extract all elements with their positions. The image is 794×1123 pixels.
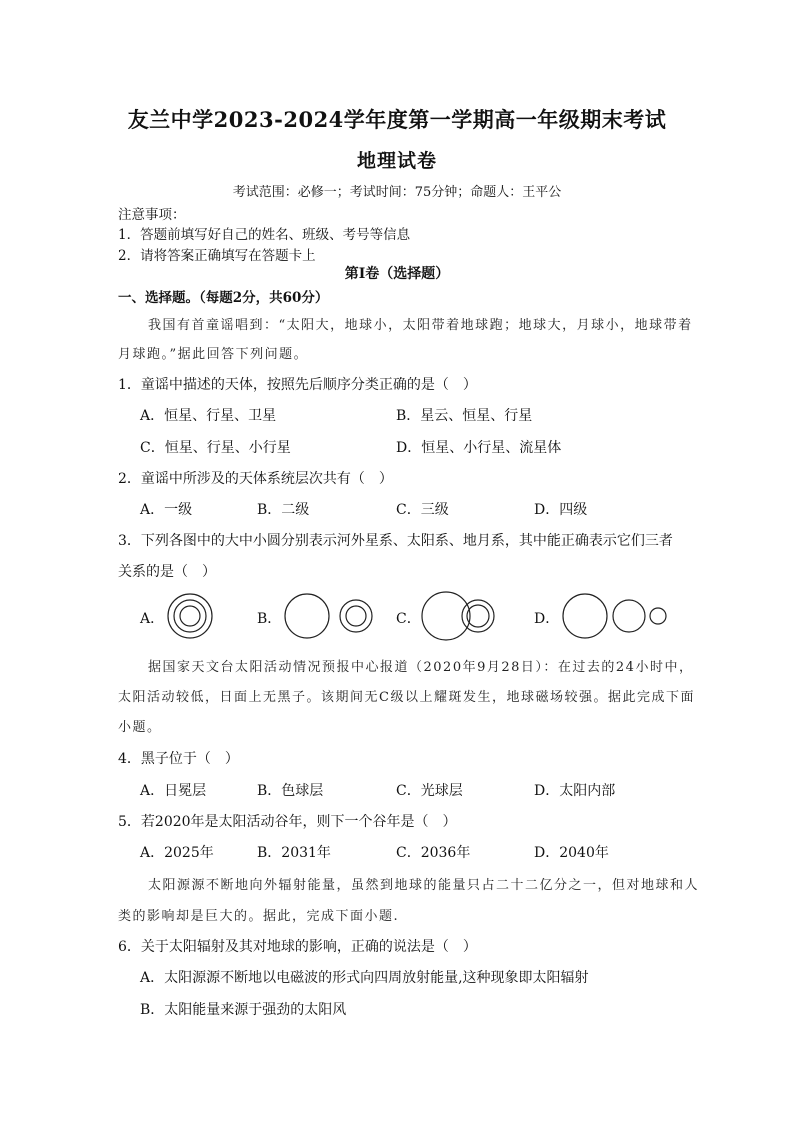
part-title: 一、选择题。（每题2分，共60分） — [118, 290, 329, 306]
question-6-option-a: A．太阳源源不断地以电磁波的形式向四周放射能量,这种现象即太阳辐射 — [140, 970, 589, 986]
question-5-option-b: B．2031年 — [257, 845, 331, 861]
question-2-option-d: D．四级 — [534, 502, 588, 518]
question-6-option-b: B．太阳能量来源于强劲的太阳风 — [140, 1002, 347, 1018]
exam-title: 友兰中学2023-2024学年度第一学期高一年级期末考试 — [127, 107, 667, 132]
passage-2-line-1: 据国家天文台太阳活动情况预报中心报道（2020年9月28日）：在过去的24小时中， — [148, 660, 694, 675]
question-1-option-b: B．星云、恒星、行星 — [396, 408, 533, 424]
circles-diagram-a — [160, 588, 220, 648]
question-1-option-c: C．恒星、行星、小行星 — [140, 440, 291, 456]
section-title: 第Ⅰ卷（选择题） — [344, 266, 450, 282]
exam-subject: 地理试卷 — [356, 150, 437, 172]
question-4-option-b: B．色球层 — [257, 783, 324, 799]
circle-large — [563, 594, 607, 638]
circle-large — [285, 594, 329, 638]
passage-2-line-2: 太阳活动较低，日面上无黑子。该期间无C级以上耀斑发生，地球磁场较强。据此完成下面 — [118, 690, 695, 705]
question-4-option-d: D．太阳内部 — [534, 783, 616, 799]
question-2-stem: 2．童谣中所涉及的天体系统层次共有（ ） — [118, 471, 393, 487]
question-5-option-c: C．2036年 — [396, 845, 471, 861]
passage-1-line-1: 我国有首童谣唱到：“太阳大，地球小，太阳带着地球跑；地球大，月球小，地球带着 — [148, 318, 693, 333]
question-1-option-a: A．恒星、行星、卫星 — [140, 408, 277, 424]
circle-small — [180, 606, 200, 626]
question-3-option-a: A． — [140, 611, 165, 627]
question-3-option-b: B． — [257, 611, 282, 627]
circles-diagram-c — [418, 588, 508, 648]
question-4-option-c: C．光球层 — [396, 783, 463, 799]
circle-medium — [340, 600, 372, 632]
question-2-option-c: C．三级 — [396, 502, 449, 518]
notes-item-2: 2．请将答案正确填写在答题卡上 — [118, 248, 316, 264]
question-3-option-d: D． — [534, 611, 560, 627]
notes-item-1: 1．答题前填写好自己的姓名、班级、考号等信息 — [118, 227, 411, 243]
circle-large — [422, 592, 470, 640]
question-1-stem: 1．童谣中描述的天体，按照先后顺序分类正确的是（ ） — [118, 377, 477, 393]
passage-3-line-1: 太阳源源不断地向外辐射能量，虽然到地球的能量只占二十二亿分之一，但对地球和人 — [148, 878, 700, 893]
question-3-stem-line-2: 关系的是（ ） — [118, 564, 216, 580]
circle-medium — [613, 600, 645, 632]
question-2-option-b: B．二级 — [257, 502, 310, 518]
question-3-option-c: C． — [396, 611, 421, 627]
question-4-stem: 4．黑子位于（ ） — [118, 751, 239, 767]
passage-1-line-2: 月球跑。”据此回答下列问题。 — [118, 347, 309, 362]
question-1-option-d: D．恒星、小行星、流星体 — [396, 440, 562, 456]
question-5-option-d: D．2040年 — [534, 845, 609, 861]
question-6-stem: 6．关于太阳辐射及其对地球的影响，正确的说法是（ ） — [118, 939, 477, 955]
notes-heading: 注意事项： — [118, 207, 186, 223]
question-5-stem: 5．若2020年是太阳活动谷年，则下一个谷年是（ ） — [118, 814, 457, 830]
circle-medium — [174, 600, 206, 632]
question-3-stem-line-1: 3．下列各图中的大中小圆分别表示河外星系、太阳系、地月系，其中能正确表示它们三者 — [118, 533, 673, 549]
circles-diagram-b — [280, 588, 380, 648]
question-5-option-a: A．2025年 — [140, 845, 214, 861]
circle-small — [346, 606, 366, 626]
question-4-option-a: A．日冕层 — [140, 783, 207, 799]
circle-small — [650, 608, 666, 624]
passage-3-line-2: 类的影响却是巨大的。据此，完成下面小题. — [118, 909, 400, 924]
exam-info: 考试范围：必修一；考试时间：75分钟；命题人：王平公 — [232, 185, 562, 200]
passage-2-line-3: 小题。 — [118, 720, 162, 735]
circles-diagram-d — [558, 588, 673, 648]
question-2-option-a: A．一级 — [140, 502, 193, 518]
